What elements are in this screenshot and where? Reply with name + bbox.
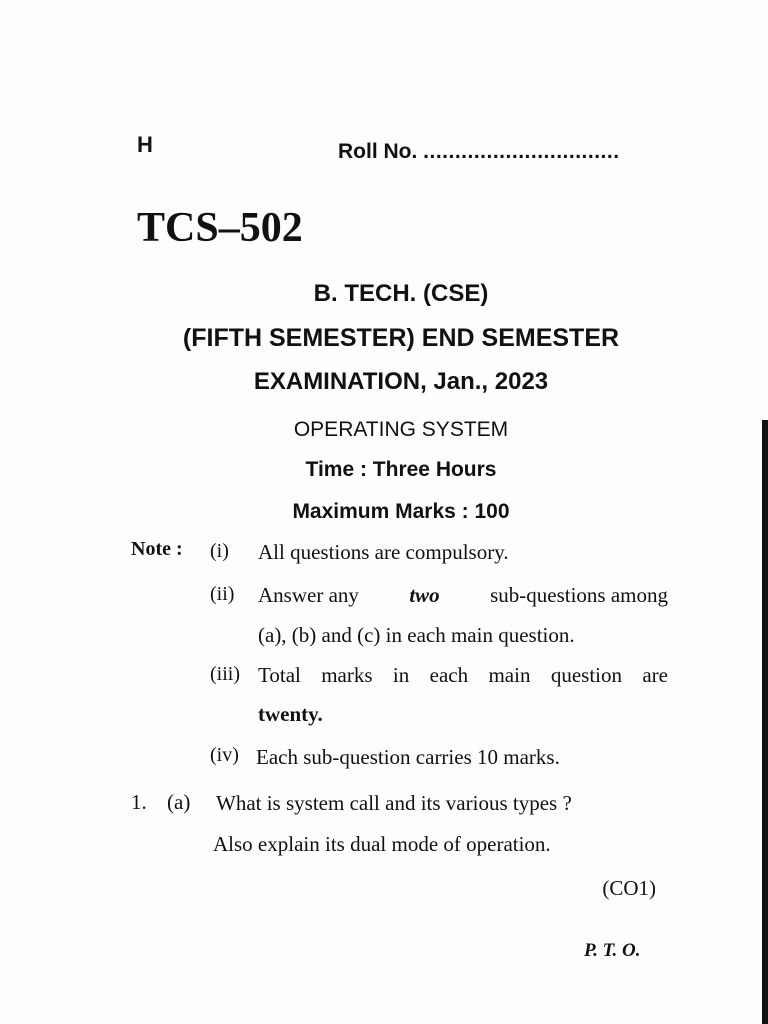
note-text: (a), (b) and (c) in each main question. xyxy=(258,623,575,647)
question-text: Also explain its dual mode of operation. xyxy=(213,832,551,856)
note-number: (ii) xyxy=(210,583,235,605)
note-label: Note : xyxy=(131,538,183,560)
note-text xyxy=(258,583,668,608)
note-number: (i) xyxy=(210,540,229,562)
exam-heading: EXAMINATION, Jan., 2023 xyxy=(253,368,549,395)
semester-heading: (FIFTH SEMESTER) END SEMESTER xyxy=(182,324,620,352)
course-outcome-tag: (CO1) xyxy=(602,876,656,900)
roll-number-field xyxy=(338,140,620,164)
note-text: All questions are compulsory. xyxy=(258,540,509,564)
subject-heading: OPERATING SYSTEM xyxy=(293,418,509,441)
note-text-part: sub-questions among xyxy=(490,583,668,607)
note-text-bold: twenty. xyxy=(258,702,323,726)
paper-code: TCS–502 xyxy=(137,205,303,251)
please-turn-over: P. T. O. xyxy=(584,940,641,961)
degree-heading: B. TECH. (CSE) xyxy=(313,280,489,307)
note-text: Total marks in each main question are xyxy=(258,663,668,687)
maximum-marks: Maximum Marks : 100 xyxy=(292,500,510,523)
question-text: What is system call and its various types ? xyxy=(216,791,572,815)
note-number: (iv) xyxy=(210,744,239,766)
note-number: (iii) xyxy=(210,663,240,685)
paper-set-letter: H xyxy=(137,132,153,157)
roll-number-label: Roll No. xyxy=(338,140,418,163)
time-allowed: Time : Three Hours xyxy=(305,458,497,481)
note-text-part: Answer any xyxy=(258,583,359,607)
scan-edge-shadow xyxy=(762,420,768,1024)
roll-number-blank: ............................... xyxy=(423,140,620,163)
note-emphasis: two xyxy=(409,583,440,607)
sub-question-label: (a) xyxy=(167,790,191,814)
question-number: 1. xyxy=(131,790,147,814)
note-text: Each sub-question carries 10 marks. xyxy=(256,745,560,769)
